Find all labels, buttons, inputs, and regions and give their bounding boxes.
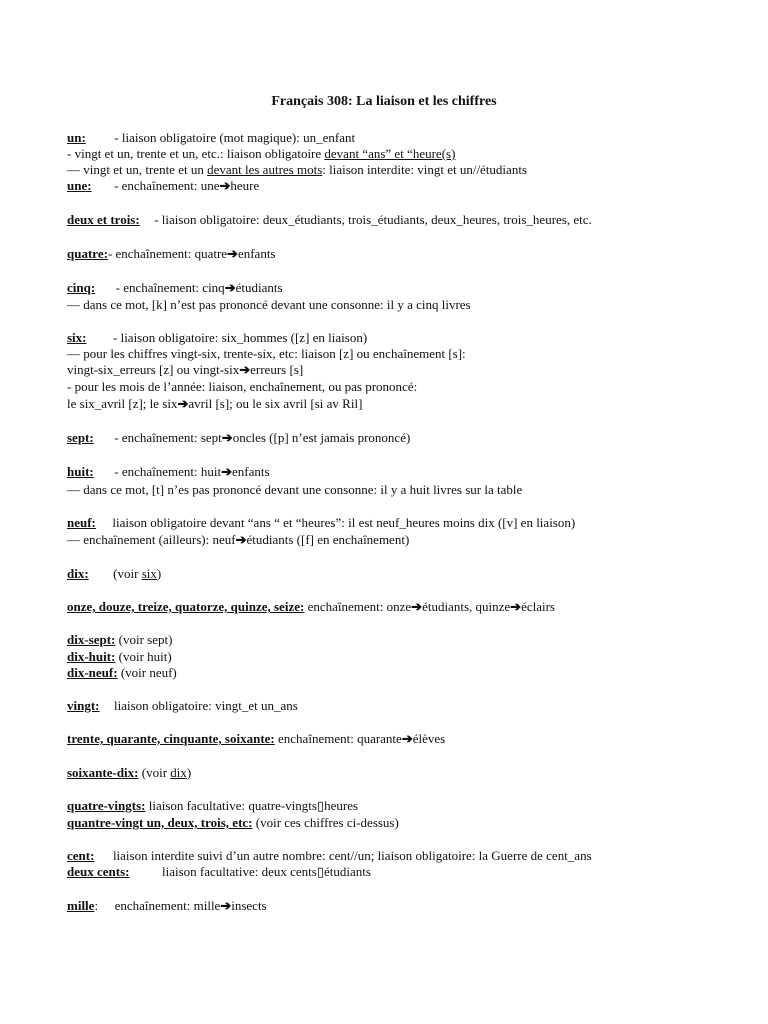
entry-trente-soixante	[67, 731, 445, 747]
text: vingt-six_erreurs [z] ou vingt-six	[67, 362, 240, 377]
arrow-icon: ➔	[221, 430, 233, 445]
term-dix: dix:	[67, 566, 89, 581]
term-neuf: neuf:	[67, 515, 96, 530]
entry-onze-seize	[67, 599, 555, 615]
term-cent: cent:	[67, 848, 95, 863]
text: avril [s]; ou le six avril [si av Ril]	[188, 396, 363, 411]
text: oncles ([p] n’est jamais prononcé)	[232, 430, 411, 445]
entry-quatre-vingts	[67, 798, 358, 814]
entry-une	[67, 178, 259, 194]
term-huit: huit:	[67, 464, 94, 479]
term-soixante-dix: soixante-dix:	[67, 765, 139, 780]
text: )	[156, 566, 162, 581]
text: — vingt et un, trente et un	[67, 162, 208, 177]
term-quatre-vingts: quatre-vingts:	[67, 798, 146, 813]
term-trente-soixante: trente, quarante, cinquante, soixante:	[67, 731, 275, 746]
term-sept: sept:	[67, 430, 94, 445]
line	[67, 346, 466, 362]
arrow-icon: ➔	[221, 464, 232, 479]
text: - liaison obligatoire: six_hommes ([z] en liaison)	[113, 330, 368, 345]
text: )	[186, 765, 192, 780]
arrow-icon: ➔	[219, 178, 231, 193]
page-title: Français 308: La liaison et les chiffres	[271, 94, 497, 109]
text: :	[94, 898, 99, 913]
text: - enchaînement: cinq	[115, 280, 225, 295]
entry-neuf	[67, 515, 575, 531]
term-six: six:	[67, 330, 87, 345]
line	[67, 379, 417, 395]
entry-dix	[67, 566, 161, 582]
arrow-icon: ➔	[224, 280, 236, 295]
line	[67, 532, 409, 548]
entry-dix-neuf	[67, 665, 177, 681]
text: élèves	[412, 731, 446, 746]
line	[67, 146, 455, 162]
arrow-icon: ➔	[235, 532, 247, 547]
arrow-icon: ➔	[220, 898, 232, 913]
term-dix-sept: dix-sept:	[67, 632, 116, 647]
text: éclairs	[521, 599, 555, 614]
term-cinq: cinq:	[67, 280, 96, 295]
entry-huit	[67, 464, 270, 480]
entry-soixante-dix	[67, 765, 191, 781]
text: — enchaînement (ailleurs): neuf	[67, 532, 236, 547]
text: insects	[231, 898, 267, 913]
entry-cinq	[67, 280, 283, 296]
text: enfants	[237, 246, 276, 261]
arrow-icon: ➔	[227, 246, 238, 261]
underlined-text: devant “ans” et “heure(s)	[324, 146, 456, 161]
arrow-icon: ➔	[401, 731, 413, 746]
text: liaison facultative: deux cents▯étudiants	[161, 864, 371, 879]
term-quatre: quatre:	[67, 246, 108, 261]
text: (voir	[113, 566, 142, 581]
text: enchaînement: onze	[304, 599, 412, 614]
entry-deux-et-trois	[67, 212, 592, 228]
arrow-icon: ➔	[411, 599, 423, 614]
line	[67, 297, 471, 313]
text: liaison interdite suivi d’un autre nombre: cent//un; liaison obligatoire: la Guerre de cent_ans	[112, 848, 592, 863]
term-dix-huit: dix-huit:	[67, 649, 116, 664]
text: - vingt et un, trente et un, etc.: liaison obligatoire	[67, 146, 325, 161]
term-quatre-vingt-un: quantre-vingt un, deux, trois, etc:	[67, 815, 253, 830]
text: erreurs [s]	[250, 362, 304, 377]
text: - liaison obligatoire (mot magique): un_enfant	[114, 130, 356, 145]
underlined-text: devant les autres mots	[207, 162, 323, 177]
line	[67, 362, 303, 378]
underlined-text: dix	[170, 765, 187, 780]
text: enchaînement: quarante	[274, 731, 402, 746]
entry-dix-sept	[67, 632, 172, 648]
text: heure	[230, 178, 260, 193]
arrow-icon: ➔	[510, 599, 522, 614]
text: (voir ces chiffres ci-dessus)	[252, 815, 399, 830]
text: enfants	[232, 464, 270, 479]
text: - enchaînement: huit	[114, 464, 222, 479]
text: — dans ce mot, [k] n’est pas prononcé devant une consonne: il y a cinq livres	[67, 297, 471, 312]
text: — pour les chiffres vingt-six, trente-six, etc: liaison [z] ou enchaînement [s]:	[67, 346, 466, 361]
text: - enchaînement: sept	[114, 430, 222, 445]
text: liaison facultative: quatre-vingts▯heures	[145, 798, 359, 813]
text: - liaison obligatoire: deux_étudiants, trois_étudiants, deux_heures, trois_heures, etc.	[154, 212, 592, 227]
text: (voir sept)	[115, 632, 173, 647]
entry-quatre	[67, 246, 276, 262]
text: - enchaînement: quatre	[107, 246, 228, 261]
underlined-text: six	[141, 566, 157, 581]
term-vingt: vingt:	[67, 698, 100, 713]
text: (voir huit)	[115, 649, 172, 664]
entry-sept	[67, 430, 410, 446]
term-mille: mille	[67, 898, 95, 913]
text: étudiants ([f] en enchaînement)	[246, 532, 410, 547]
text: (voir neuf)	[117, 665, 177, 680]
entry-cent	[67, 848, 592, 864]
arrow-icon: ➔	[239, 362, 251, 377]
term-dix-neuf: dix-neuf:	[67, 665, 118, 680]
term-deux-et-trois: deux et trois:	[67, 212, 140, 227]
entry-six	[67, 330, 367, 346]
text: enchaînement: mille	[114, 898, 221, 913]
text: : liaison interdite: vingt et un//étudiants	[322, 162, 527, 177]
term-onze-seize: onze, douze, treize, quatorze, quinze, seize:	[67, 599, 305, 614]
term-deux-cents: deux cents:	[67, 864, 130, 879]
entry-vingt	[67, 698, 298, 714]
line	[67, 162, 527, 178]
entry-mille	[67, 898, 267, 914]
term-une: une:	[67, 178, 92, 193]
text: - enchaînement: une	[114, 178, 220, 193]
entry-dix-huit	[67, 649, 172, 665]
line	[67, 396, 362, 412]
text: étudiants, quinze	[422, 599, 511, 614]
entry-un	[67, 130, 355, 146]
line	[67, 482, 522, 498]
entry-deux-cents	[67, 864, 371, 880]
text: - pour les mois de l’année: liaison, enchaînement, ou pas prononcé:	[67, 379, 418, 394]
text: liaison obligatoire devant “ans “ et “heures”: il est neuf_heures moins dix ([v] en liaison)	[112, 515, 576, 530]
text: étudiants	[235, 280, 283, 295]
text: liaison obligatoire: vingt_et un_ans	[114, 698, 298, 713]
entry-quatre-vingt-un	[67, 815, 399, 831]
text: le six_avril [z]; le six	[67, 396, 178, 411]
text: — dans ce mot, [t] n’es pas prononcé devant une consonne: il y a huit livres sur la table	[67, 482, 523, 497]
term-un: un:	[67, 130, 86, 145]
text: (voir	[138, 765, 171, 780]
arrow-icon: ➔	[177, 396, 189, 411]
